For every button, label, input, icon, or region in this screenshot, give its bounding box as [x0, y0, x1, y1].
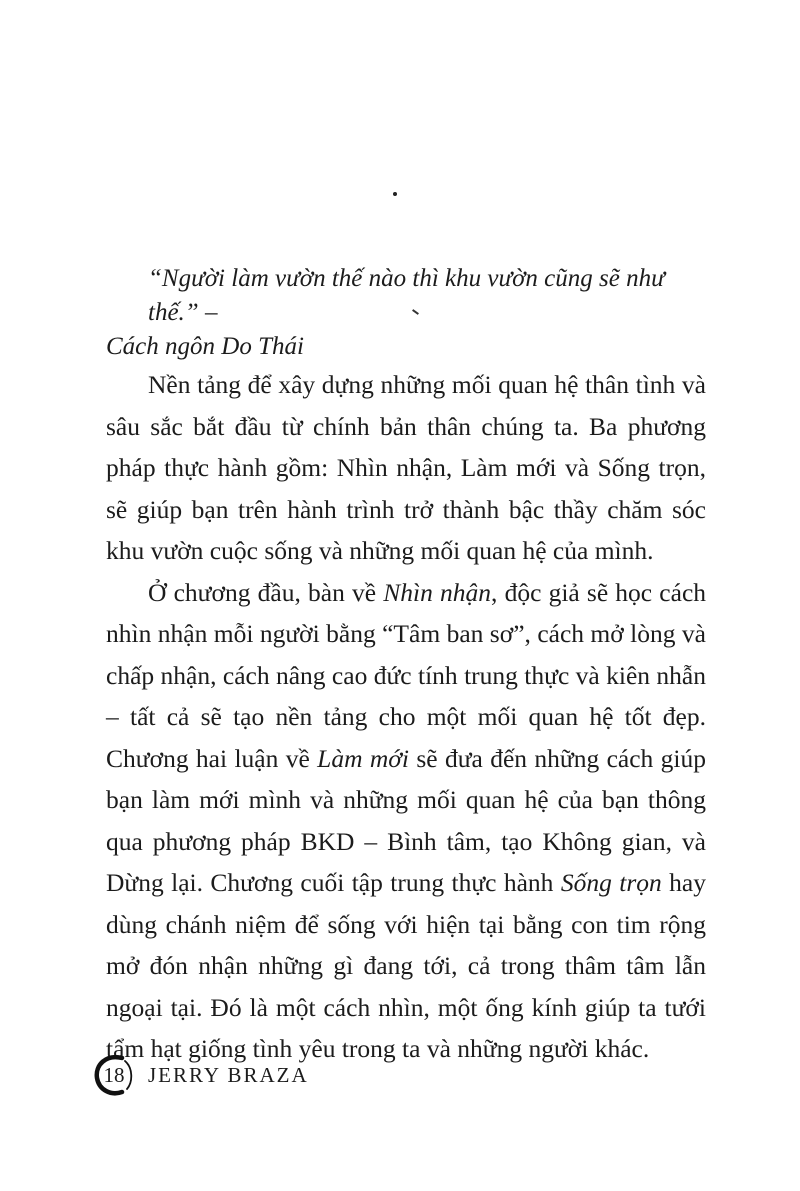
- paragraph-2-text: hay dùng chánh niệm để sống với hiện tại bằng con tim rộng mở đón nhận những gì đang tới, cả trong thâm tâm lẫn ngoại tại. Đó là một cách nhìn, một ống kính giúp ta tưới tẩm hạt giống tình yêu trong ta và những người khác.: [106, 868, 706, 1063]
- paragraph-2-text: , độc giả sẽ học cách nhìn nhận mỗi người bằng “Tâm ban sơ”, cách mở lòng và chấp nhận, cách nâng cao đức tính trung thực và kiên nhẫn – tất cả sẽ tạo nền tảng cho một mối quan hệ tốt đẹp. Chương hai luận về: [106, 577, 707, 773]
- term-lam-moi: Làm mới: [317, 743, 409, 773]
- page-number-badge: [92, 1053, 136, 1097]
- term-nhin-nhan: Nhìn nhận: [383, 577, 492, 607]
- body-text: [106, 364, 706, 1070]
- page-footer: [92, 1052, 309, 1098]
- epigraph-source: Cách ngôn Do Thái: [106, 333, 304, 360]
- page-number: 18: [103, 1063, 125, 1087]
- paragraph-2-text: Ở chương đầu, bàn về: [148, 577, 384, 607]
- term-song-tron: Sống trọn: [560, 868, 662, 897]
- epigraph-quote: “Người làm vườn thế nào thì khu vườn cũng sẽ như thế.” –: [148, 265, 665, 326]
- paragraph-2-text: sẽ đưa đến những cách giúp bạn làm mới mình và những mối quan hệ của bạn thông qua phương pháp BKD – Bình tâm, tạo Không gian, và Dừng lại. Chương cuối tập trung thực hành: [106, 743, 706, 897]
- running-author: JERRY BRAZA: [148, 1062, 309, 1087]
- epigraph: [106, 262, 706, 364]
- paragraph-2: [106, 572, 706, 1070]
- decorative-dot: [393, 192, 397, 196]
- paragraph-1: Nền tảng để xây dựng những mối quan hệ thân tình và sâu sắc bắt đầu từ chính bản thân chúng ta. Ba phương pháp thực hành gồm: Nhìn nhận, Làm mới và Sống trọn, sẽ giúp bạn trên hành trình trở thành bậc thầy chăm sóc khu vườn cuộc sống và những mối quan hệ của mình.: [106, 370, 706, 565]
